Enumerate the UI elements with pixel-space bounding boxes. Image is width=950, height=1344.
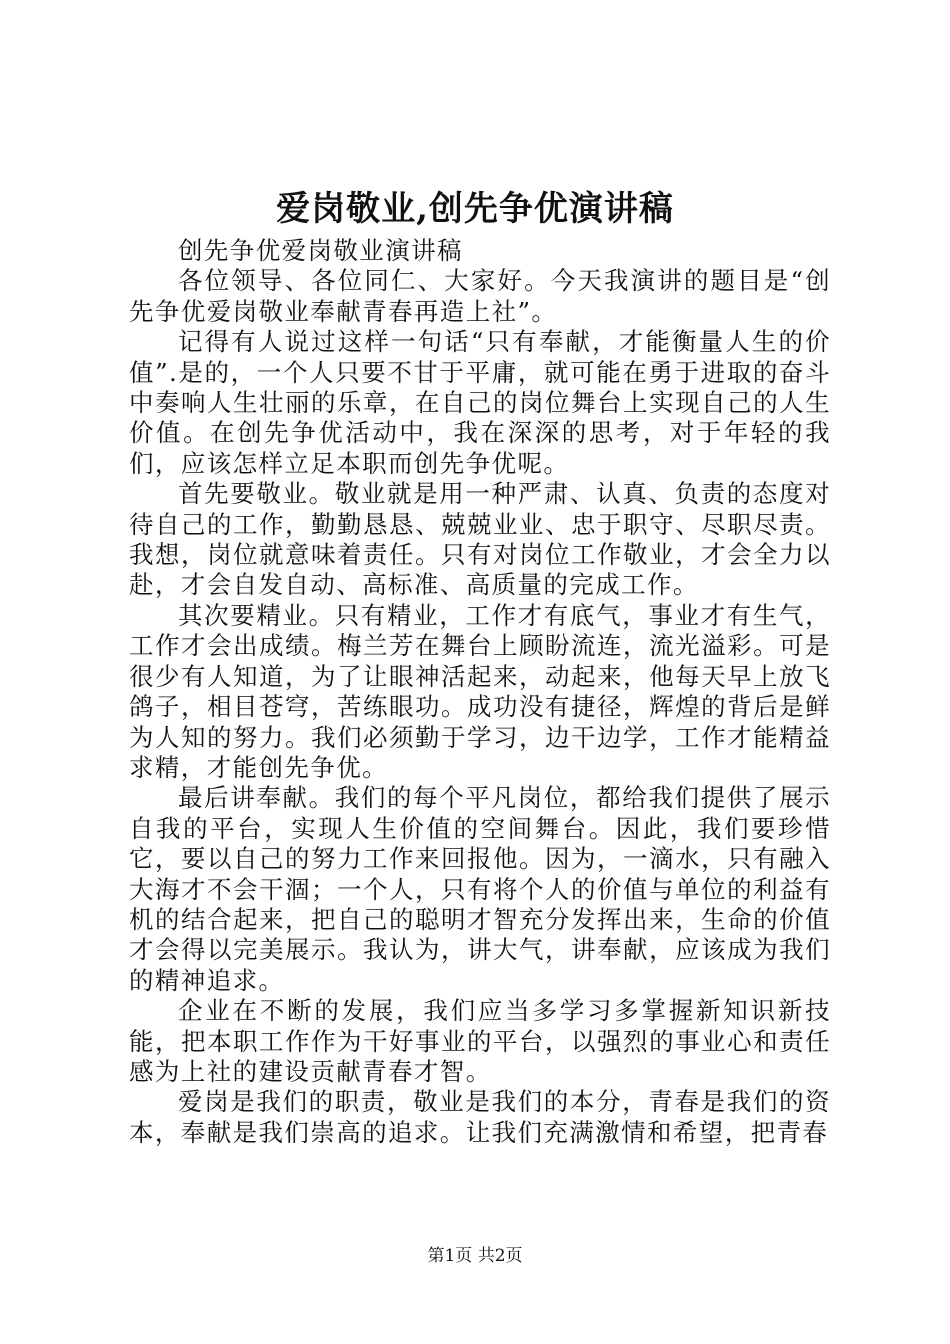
paragraph: 最后讲奉献。我们的每个平凡岗位，都给我们提供了展示自我的平台，实现人生价值的空间舞台。因此，我们要珍惜它，要以自己的努力工作来回报他。因为，一滴水，只有融入大海才不会干涸；一个人，只有将个人的价值与单位的利益有机的结合起来，把自己的聪明才智充分发挥出来，生命的价值才会得以完美展示。我认为，讲大气，讲奉献，应该成为我们的精神追求。 [129, 783, 831, 995]
paragraph: 记得有人说过这样一句话“只有奉献，才能衡量人生的价值”.是的，一个人只要不甘于平庸，就可能在勇于进取的奋斗中奏响人生壮丽的乐章，在自己的岗位舞台上实现自己的人生价值。在创先争优活动中，我在深深的思考，对于年轻的我们，应该怎样立足本职而创先争优呢。 [129, 327, 831, 478]
page-number-footer: 第1页 共2页 [427, 1246, 523, 1266]
document-title: 爱岗敬业,创先争优演讲稿 [276, 189, 674, 229]
paragraph: 爱岗是我们的职责，敬业是我们的本分，青春是我们的资本，奉献是我们崇高的追求。让我们充满激情和希望，把青春 [129, 1087, 831, 1147]
document-body [129, 236, 831, 1148]
paragraph: 企业在不断的发展，我们应当多学习多掌握新知识新技能，把本职工作作为干好事业的平台，以强烈的事业心和责任感为上社的建设贡献青春才智。 [129, 996, 831, 1086]
paragraph: 首先要敬业。敬业就是用一种严肃、认真、负责的态度对待自己的工作，勤勤恳恳、兢兢业业、忠于职守、尽职尽责。我想，岗位就意味着责任。只有对岗位工作敬业，才会全力以赴，才会自发自动、高标准、高质量的完成工作。 [129, 479, 831, 600]
paragraph: 各位领导、各位同仁、大家好。今天我演讲的题目是“创先争优爱岗敬业奉献青春再造上社”。 [129, 266, 831, 326]
paragraph: 其次要精业。只有精业，工作才有底气，事业才有生气，工作才会出成绩。梅兰芳在舞台上顾盼流连，流光溢彩。可是很少有人知道，为了让眼神活起来，动起来，他每天早上放飞鸽子，相目苍穹，苦练眼功。成功没有捷径，辉煌的背后是鲜为人知的努力。我们必须勤于学习，边干边学，工作才能精益求精，才能创先争优。 [129, 600, 831, 782]
paragraph-subtitle: 创先争优爱岗敬业演讲稿 [178, 236, 463, 265]
